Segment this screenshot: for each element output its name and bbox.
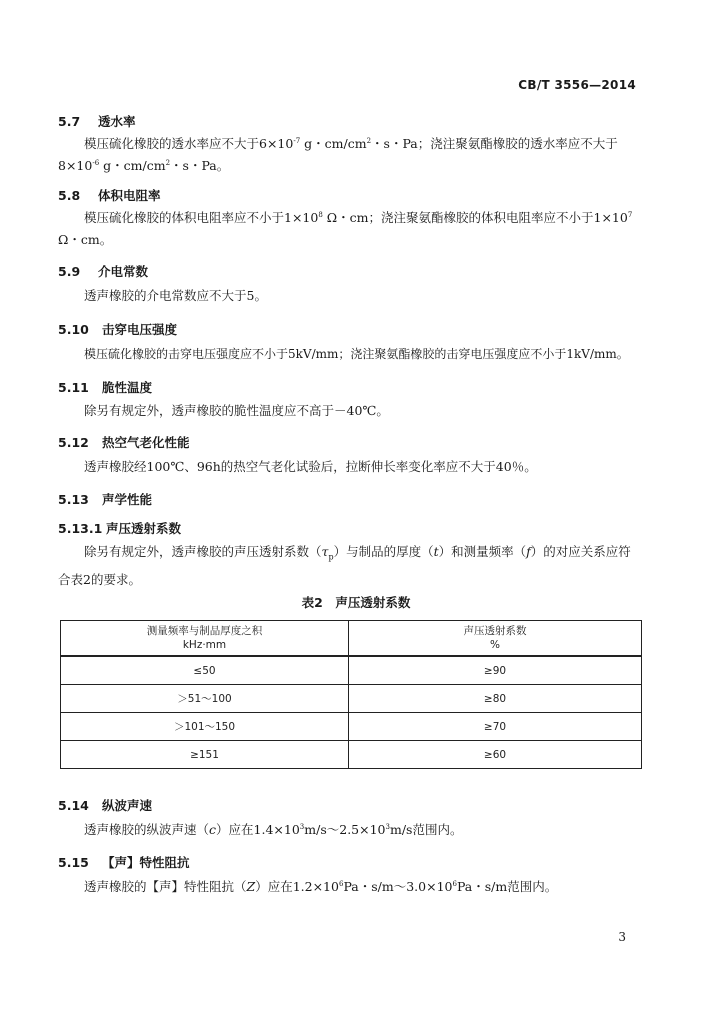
section-title-5-12: 5.12 热空气老化性能 xyxy=(58,435,190,450)
section-title-5-11: 5.11 脆性温度 xyxy=(58,380,153,395)
section-title-5-14: 5.14 纵波声速 xyxy=(58,798,153,813)
table-row xyxy=(61,741,642,769)
paragraph-5-11: 除另有规定外，透声橡胶的脆性温度应不高于－40℃。 xyxy=(84,403,389,418)
paragraph-5-13-1: 除另有规定外，透声橡胶的声压透射系数$(\tau_p)$与制品的厚度（t）和测量频率（f）的对应关系应符合表2的要求。 xyxy=(58,544,631,587)
section-title-5-15: 5.15 【声】特性阻抗 xyxy=(58,855,190,870)
table-cell: ≥60 xyxy=(349,741,642,769)
paragraph-5-10: 模压硫化橡胶的击穿电压强度应不小于5kV/mm；浇注聚氨酯橡胶的击穿电压强度应不小于1kV/mm。 xyxy=(84,347,629,361)
table-cell: ≥70 xyxy=(349,713,642,741)
paragraph-5-14: 透声橡胶的纵波声速（c）应在$1.4\times 10^3m/s\sim 2.5\times 10^3m/s$范围内。 xyxy=(84,822,463,837)
table-cell: ＞51～100 xyxy=(61,685,349,713)
paragraph-5-8: 模压硫化橡胶的体积电阻率应不小于$1\times 10^8$ Ω・cm；浇注聚氨酯橡胶的体积电阻率应不小于$1\times 10^7$ Ω・cm。 xyxy=(58,210,633,247)
section-title-5-13-1: 5.13.1 声压透射系数 xyxy=(58,521,182,536)
table-cell: ≤50 xyxy=(61,656,349,685)
table-cell: ＞101～150 xyxy=(61,713,349,741)
section-title-5-8: 5.8 体积电阻率 xyxy=(58,188,161,203)
table-row xyxy=(61,713,642,741)
table-cell: ≥90 xyxy=(349,656,642,685)
section-title-5-7: 5.7 透水率 xyxy=(58,114,136,129)
table-row xyxy=(61,685,642,713)
table-row xyxy=(61,656,642,685)
table-header-freq-thickness: 测量频率与制品厚度之积 kHz·mm xyxy=(61,621,349,657)
table-header-coefficient: 声压透射系数 % xyxy=(349,621,642,657)
table-cell: ≥151 xyxy=(61,741,349,769)
transmission-coefficient-table xyxy=(60,620,642,769)
table-caption: 表2 声压透射系数 xyxy=(301,595,411,610)
table-cell: ≥80 xyxy=(349,685,642,713)
standard-code: CB/T 3556—2014 xyxy=(518,78,636,92)
paragraph-5-9: 透声橡胶的介电常数应不大于5。 xyxy=(84,288,267,303)
section-title-5-10: 5.10 击穿电压强度 xyxy=(58,322,178,337)
section-title-5-13: 5.13 声学性能 xyxy=(58,492,153,507)
section-title-5-9: 5.9 介电常数 xyxy=(58,264,149,279)
page-number: 3 xyxy=(618,930,626,944)
table-header-row xyxy=(61,621,642,657)
paragraph-5-12: 透声橡胶经100℃、96h的热空气老化试验后，拉断伸长率变化率应不大于40％。 xyxy=(84,459,537,474)
paragraph-5-15: 透声橡胶的【声】特性阻抗（Z）应在$1.2\times 10^6Pa$・$s/m\sim 3.0\times 10^6Pa$・s/m范围内。 xyxy=(84,879,558,894)
paragraph-5-7: 模压硫化橡胶的透水率应不大于$6\times 10^{-7}$ g・$cm/cm^2$・s・Pa；浇注聚氨酯橡胶的透水率应不大于$8\times 10^{-6}$ g・$cm/cm^2$・s・Pa。 xyxy=(58,136,618,173)
